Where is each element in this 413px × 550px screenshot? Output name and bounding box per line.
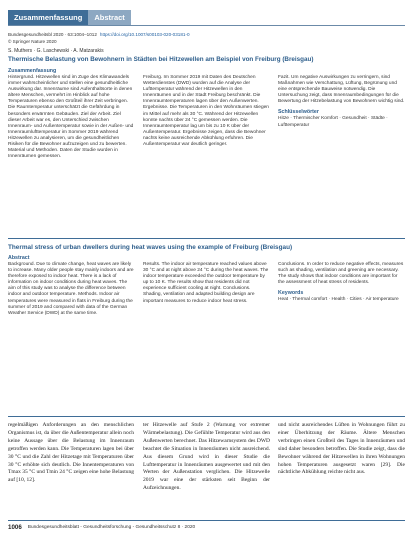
copyright: © Springer Nature 2020 xyxy=(8,39,57,44)
zusammenfassung-text-3: Fazit. Um negative Auswirkungen zu verringern, sind Maßnahmen wie Verschattung, Lüftung, Begrünung und eine entsprechende Bauweise notwendig. Die Untersuchung zeigt, dass Innenraumbedingungen für die Bewertung der Hitzebelastung von Bewohnern wichtig sind. xyxy=(278,75,405,105)
zusammenfassung-text-1: Hintergrund. Hitzewellen sind im Zuge des Klimawandels immer wahrscheinlicher und stellen eine gesundheitliche Auswirkung dar. Innenräume sind Aufenthaltsorte in denen ältere Menschen, vermehrt im Hinblick auf hohe Temperaturen ebenso den Großteil ihrer Zeit verbringen. Die Raumtemperatur unterschätzt die Gefährdung in besonders erwärmten Gebäuden. Ziel der Arbeit. Ziel dieser Arbeit war es, den Unterschied zwischen Innenraum- und Außentemperatur sowie in der Außen- und Innenraumlufttemperatur im Sommer 2019 während Hitzewellen zu analysieren, um die gesundheitlichen Risiken für die Bewohner aufzuzeigen und zu bewerten. Material und Methoden. Daten der Studie wurden in Innenräumen gemessen. xyxy=(8,75,134,160)
authors: S. Muthers · G. Laschewski · A. Matzarakis xyxy=(8,48,104,54)
abstract-col-3 xyxy=(278,262,405,303)
body-col-2: ter Hitzewelle auf Stufe 2 (Warnung vor extremer Wärmebelastung). Die Gefühlte Temperatur wird aus den Außenwerten berechnet. Das Hitzewarnsystem des DWD beachtet die Situation in Innenräumen nicht ausreichend. Aus diesem Grund wird in dieser Studie die Lufttemperatur in Innenräumen ausgewertet und mit den Werten der Außenstation verglichen. Die Hitzewelle 2019 war eine der stärksten seit Beginn der Aufzeichnungen. xyxy=(143,422,270,492)
citation: Bundesgesundheitsbl 2020 · 63:1004–1012 xyxy=(8,32,97,37)
abstract-text-1: Background. Due to climate change, heat waves are likely to increase. Many older people stay mainly indoors and are therefore exposed to indoor heat. There is a lack of information on indoor conditions during heat waves. The aim of this study was to analyse the difference between indoor and outdoor temperature. Methods. Indoor air temperatures were measured in flats in Freiburg during the summer of 2019 and compared with data of the German Weather Service (DWD) at the same time. xyxy=(8,262,134,316)
keywords-heading: Keywords xyxy=(278,290,304,297)
page-number: 1006 xyxy=(8,524,22,531)
page-footer xyxy=(8,520,405,534)
body-col-1: regelmäßigen Anforderungen an den menschlichen Organismus ist, da über die Außentemperatur allein noch keine Aussage über die Belastung im Innenraum getroffen werden kann. Die Temperaturen lagen bei über 30 °C und die Zahl der Hitzetage mit Temperaturen über 30 °C erhöhte sich deutlich. Die Innentemperaturen von Tmax 35 °C und Tmin 24 °C zeigen eine hohe Belastung auf [10, 12]. xyxy=(8,422,134,484)
zusammenfassung-col-3 xyxy=(278,75,405,129)
tab-abstract[interactable]: Abstract xyxy=(88,10,130,25)
citation-line xyxy=(8,32,190,38)
zusammenfassung-text-2: Freiburg. Im Sommer 2019 mit Daten des Deutschen Wetterdienstes (DWD) wurden auf die Analyse der Lufttemperatur während der Hitzewellen in den Innenräumen und in der Stadt Freiburg beschränkt. Die Innenraumtemperaturen lagen über den Außenwerten. Ergebnisse. Die Temperaturen in den Wohnräumen stiegen im Mittel auf mehr als 30 °C. Während der Hitzewellen konnte nachts über 24 °C gemessen werden. Die Innenraumtemperatur lag um bis zu 10 K über der Außentemperatur. Ergebnisse zeigen, dass die Bewohner nachts keine ausreichende Abkühlung erfuhren. Die Außentemperatur war deutlich geringer. xyxy=(143,75,269,148)
abstract-divider xyxy=(8,416,405,417)
abstract-heading: Abstract xyxy=(8,255,30,261)
title-english: Thermal stress of urban dwellers during heat waves using the example of Freiburg (Breisgau) xyxy=(8,244,293,251)
journal-name: Bundesgesundheitsblatt - Gesundheitsforschung - Gesundheitsschutz 8 · 2020 xyxy=(27,525,196,530)
zusammenfassung-col-1 xyxy=(8,68,134,160)
abstract-col-2 xyxy=(143,262,270,305)
title-german: Thermische Belastung von Bewohnern in Städten bei Hitzewellen am Beispiel von Freiburg (Breisgau) xyxy=(8,56,314,63)
schluesselwoerter-heading: Schlüsselwörter xyxy=(278,109,319,116)
doi-link[interactable]: https://doi.org/10.1007/s00103-020-03181-0 xyxy=(99,32,190,37)
schluesselwoerter: Hitze · Thermischer Komfort · Gesundheit · Städte · Lufttemperatur xyxy=(278,116,388,128)
abstract-text-2: Results. The indoor air temperature reached values above 30 °C and at night above 24 °C during the heat waves. The indoor temperature exceeded the outdoor temperature by up to 10 K. The results show that residents did not experience sufficient cooling at night. Conclusions. Shading, ventilation and adapted building design are important measures to reduce indoor heat stress. xyxy=(143,262,269,304)
tab-zusammenfassung[interactable]: Zusammenfassung xyxy=(8,10,88,25)
body-col-3: und nicht ausreichendes Lüften in Wohnungen führt zu einer Überhitzung der Räume. Ältere Menschen verbringen einen Großteil des Tages in Innenräumen und sind daher besonders betroffen. Die Studie zeigt, dass die Bewohner während der Hitzewellen in ihren Wohnungen hohen Temperaturen ausgesetzt waren [29]. Die nächtliche Abkühlung reichte nicht aus. xyxy=(278,422,405,476)
keywords: Heat · Thermal comfort · Health · Cities · Air temperature xyxy=(278,297,399,303)
zusammenfassung-col-2 xyxy=(143,75,270,148)
section-tabs xyxy=(8,10,405,26)
abstract-col-1 xyxy=(8,255,134,317)
section-divider xyxy=(8,238,405,239)
abstract-text-3: Conclusions. In order to reduce negative effects, measures such as shading, ventilation and greening are necessary. The study shows that indoor conditions are important for the assessment of heat stress of residents. xyxy=(278,262,404,286)
zusammenfassung-heading: Zusammenfassung xyxy=(8,68,57,74)
